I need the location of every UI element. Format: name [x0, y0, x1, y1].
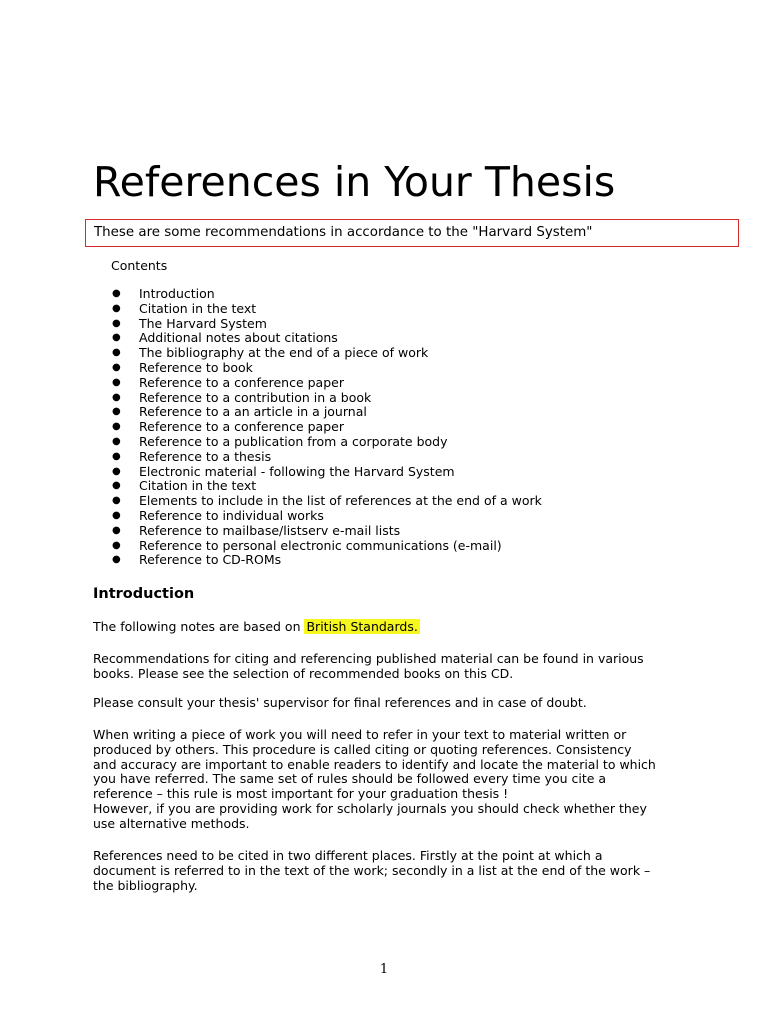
contents-item [112, 465, 542, 480]
contents-item-label: Reference to a an article in a journal [139, 404, 367, 420]
paragraph-line: and accuracy are important to enable readers to identify and locate the material to which [93, 756, 656, 772]
bullet-icon: ● [112, 391, 121, 403]
introduction-heading: Introduction [93, 586, 195, 602]
contents-item-label: Reference to book [139, 359, 253, 375]
page-title: References in Your Thesis [93, 158, 616, 206]
contents-item [112, 509, 542, 524]
contents-item-label: Reference to personal electronic communications (e-mail) [139, 537, 502, 553]
paragraph-line: the bibliography. [93, 877, 198, 893]
british-standards-highlight: British Standards. [306, 619, 418, 634]
paragraph-line: books. Please see the selection of recommended books on this CD. [93, 665, 514, 681]
paragraph-line: Recommendations for citing and referencing published material can be found in various [93, 651, 644, 666]
paragraph-line: use alternative methods. [93, 815, 250, 831]
contents-item-label: Citation in the text [139, 300, 257, 316]
bullet-icon: ● [112, 421, 121, 433]
paragraph-line: document is referred to in the text of the work; secondly in a list at the end of the work – [93, 862, 651, 878]
contents-item-label: The Harvard System [139, 315, 267, 331]
bullet-icon: ● [112, 302, 121, 314]
contents-label: Contents [111, 258, 168, 273]
paragraph-line: you have referred. The same set of rules should be followed every time you cite a [93, 771, 607, 787]
contents-item-label: The bibliography at the end of a piece of work [139, 345, 429, 361]
bullet-icon: ● [112, 554, 121, 566]
bullet-icon: ● [112, 332, 121, 344]
bullet-icon: ● [112, 450, 121, 462]
bullet-icon: ● [112, 347, 121, 359]
contents-item [112, 524, 542, 539]
bullet-icon: ● [112, 539, 121, 551]
contents-item [112, 376, 542, 391]
bullet-icon: ● [112, 465, 121, 477]
contents-item [112, 361, 542, 376]
contents-item [112, 346, 542, 361]
bullet-icon: ● [112, 480, 121, 492]
contents-item-label: Electronic material - following the Harvard System [139, 463, 455, 479]
contents-item [112, 391, 542, 406]
contents-item [112, 287, 542, 302]
contents-item [112, 405, 542, 420]
subtitle-box: These are some recommendations in accordance to the "Harvard System" [85, 219, 739, 247]
contents-list [112, 287, 542, 568]
contents-item-label: Citation in the text [139, 478, 257, 494]
bullet-icon: ● [112, 288, 121, 299]
contents-item-label: Additional notes about citations [139, 330, 338, 346]
bullet-icon: ● [112, 376, 121, 388]
paragraph-line: References need to be cited in two different places. Firstly at the point at which a [93, 848, 603, 863]
paragraph-line: reference – this rule is most important for your graduation thesis ! [93, 786, 509, 802]
bullet-icon: ● [112, 361, 121, 373]
intro-paragraph-5 [93, 849, 693, 893]
contents-item [112, 553, 542, 568]
paragraph-line: However, if you are providing work for scholarly journals you should check whether they [93, 800, 647, 816]
paragraph-line: produced by others. This procedure is called citing or quoting references. Consistency [93, 741, 632, 757]
paragraph-line: When writing a piece of work you will need to refer in your text to material written or [93, 727, 627, 742]
intro-p1-text: The following notes are based on [93, 619, 305, 634]
contents-item-label: Reference to a publication from a corporate body [139, 433, 448, 449]
intro-paragraph-4 [93, 728, 693, 832]
bullet-icon: ● [112, 406, 121, 418]
contents-item [112, 539, 542, 554]
contents-item-label: Introduction [139, 286, 215, 301]
contents-item [112, 331, 542, 346]
contents-item-label: Elements to include in the list of references at the end of a work [139, 493, 542, 509]
intro-paragraph-1 [93, 620, 693, 635]
bullet-icon: ● [112, 317, 121, 329]
bullet-icon: ● [112, 435, 121, 447]
contents-item-label: Reference to mailbase/listserv e-mail lists [139, 522, 401, 538]
contents-item-label: Reference to a conference paper [139, 374, 344, 390]
bullet-icon: ● [112, 509, 121, 521]
contents-item-label: Reference to CD-ROMs [139, 552, 282, 568]
page-number: 1 [379, 962, 389, 977]
contents-item-label: Reference to individual works [139, 507, 324, 523]
bullet-icon: ● [112, 495, 121, 507]
contents-item [112, 450, 542, 465]
intro-paragraph-3: Please consult your thesis' supervisor for final references and in case of doubt. [93, 695, 587, 710]
contents-item [112, 479, 542, 494]
intro-paragraph-2 [93, 652, 693, 682]
contents-item [112, 494, 542, 509]
contents-item [112, 317, 542, 332]
contents-item [112, 435, 542, 450]
contents-item [112, 420, 542, 435]
contents-item-label: Reference to a thesis [139, 448, 272, 464]
contents-item-label: Reference to a conference paper [139, 419, 344, 435]
bullet-icon: ● [112, 524, 121, 536]
contents-item [112, 302, 542, 317]
contents-item-label: Reference to a contribution in a book [139, 389, 372, 405]
